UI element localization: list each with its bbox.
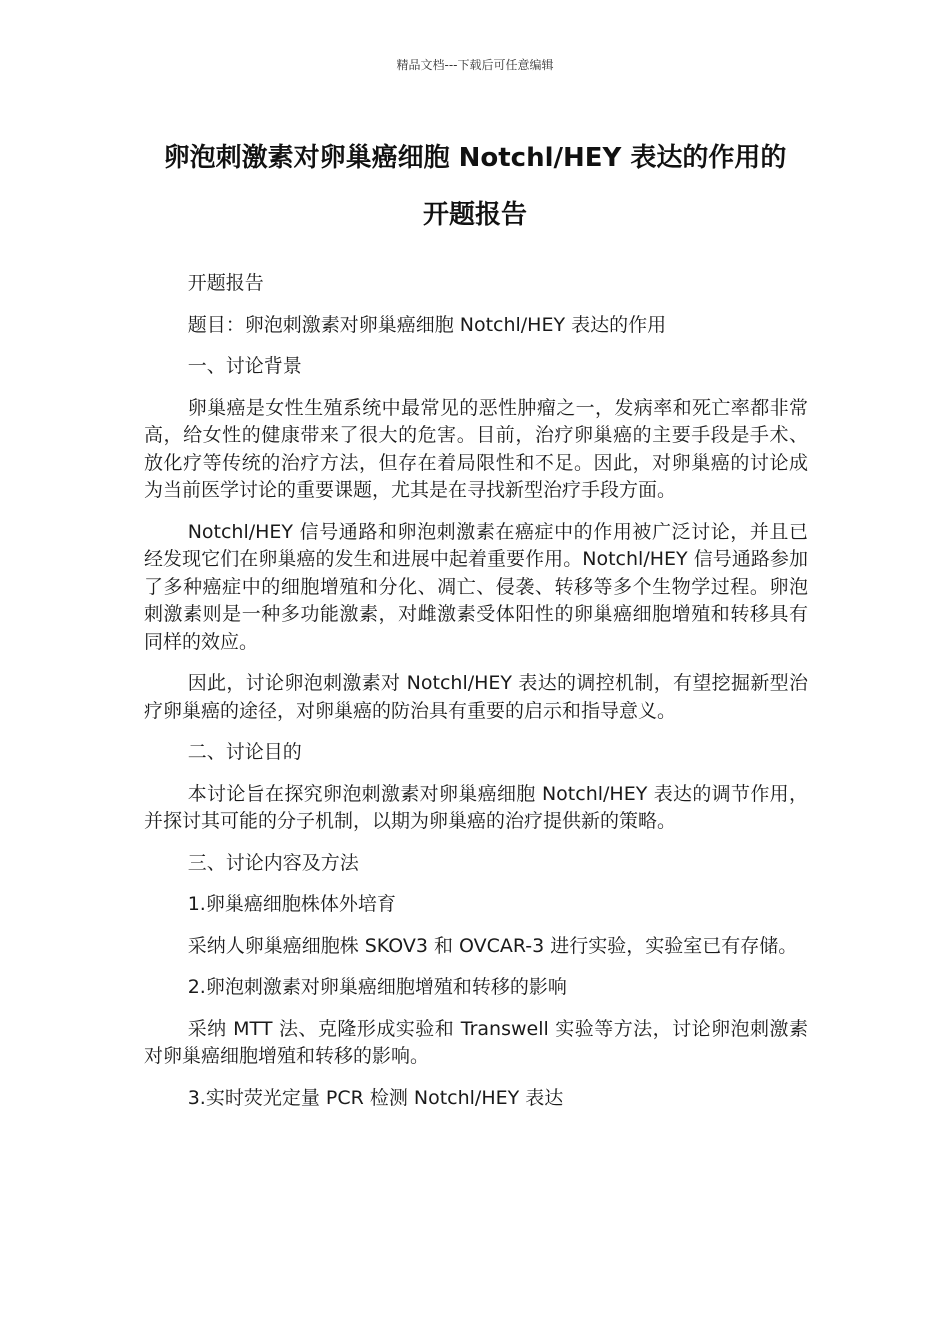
header-note: 精品文档---下载后可任意编辑 [396,58,554,72]
paragraph-background-1: 卵巢癌是女性生殖系统中最常见的恶性肿瘤之一，发病率和死亡率都非常高，给女性的健康带来了很大的危害。目前，治疗卵巢癌的主要手段是手术、放化疗等传统的治疗方法，但存在着局限性和不足。因此，对卵巢癌的讨论成为当前医学讨论的重要课题，尤其是在寻找新型治疗手段方面。 [144,396,808,501]
document-body [144,270,808,1126]
document-title [140,130,810,244]
subheading-culture: 1.卵巢癌细胞株体外培育 [187,893,396,915]
paragraph-purpose: 本讨论旨在探究卵泡刺激素对卵巢癌细胞 Notchl/HEY 表达的调节作用，并探讨其可能的分子机制，以期为卵巢癌的治疗提供新的策略。 [144,782,808,832]
paragraph-effect: 采纳 MTT 法、克隆形成实验和 Transwell 实验等方法，讨论卵泡刺激素对卵巢癌细胞增殖和转移的影响。 [144,1017,808,1067]
topic-line: 题目：卵泡刺激素对卵巢癌细胞 Notchl/HEY 表达的作用 [187,313,667,336]
paragraph-background-3: 因此，讨论卵泡刺激素对 Notchl/HEY 表达的调控机制，有望挖掘新型治疗卵巢癌的途径，对卵巢癌的防治具有重要的启示和指导意义。 [144,672,808,722]
paragraph-culture: 采纳人卵巢癌细胞株 SKOV3 和 OVCAR-3 进行实验，实验室已有存储。 [187,934,798,957]
doc-label: 开题报告 [187,272,264,294]
section-heading-purpose: 二、讨论目的 [187,741,302,763]
paragraph-background-2: Notchl/HEY 信号通路和卵泡刺激素在癌症中的作用被广泛讨论，并且已经发现它们在卵巢癌的发生和进展中起着重要作用。Notchl/HEY 信号通路参加了多种癌症中的细胞增殖和分化、凋亡、侵袭、转移等多个生物学过程。卵泡刺激素则是一种多功能激素，对雌激素受体阳性的卵巢癌细胞增殖和转移具有同样的效应。 [144,520,808,653]
title-line-1: 卵泡刺激素对卵巢癌细胞 Notchl/HEY 表达的作用的 [163,143,787,173]
subheading-effect: 2.卵泡刺激素对卵巢癌细胞增殖和转移的影响 [187,976,567,998]
title-line-2: 开题报告 [422,200,527,230]
section-heading-methods: 三、讨论内容及方法 [187,851,359,874]
subheading-pcr: 3.实时荧光定量 PCR 检测 Notchl/HEY 表达 [187,1086,564,1109]
section-heading-background: 一、讨论背景 [187,355,302,377]
